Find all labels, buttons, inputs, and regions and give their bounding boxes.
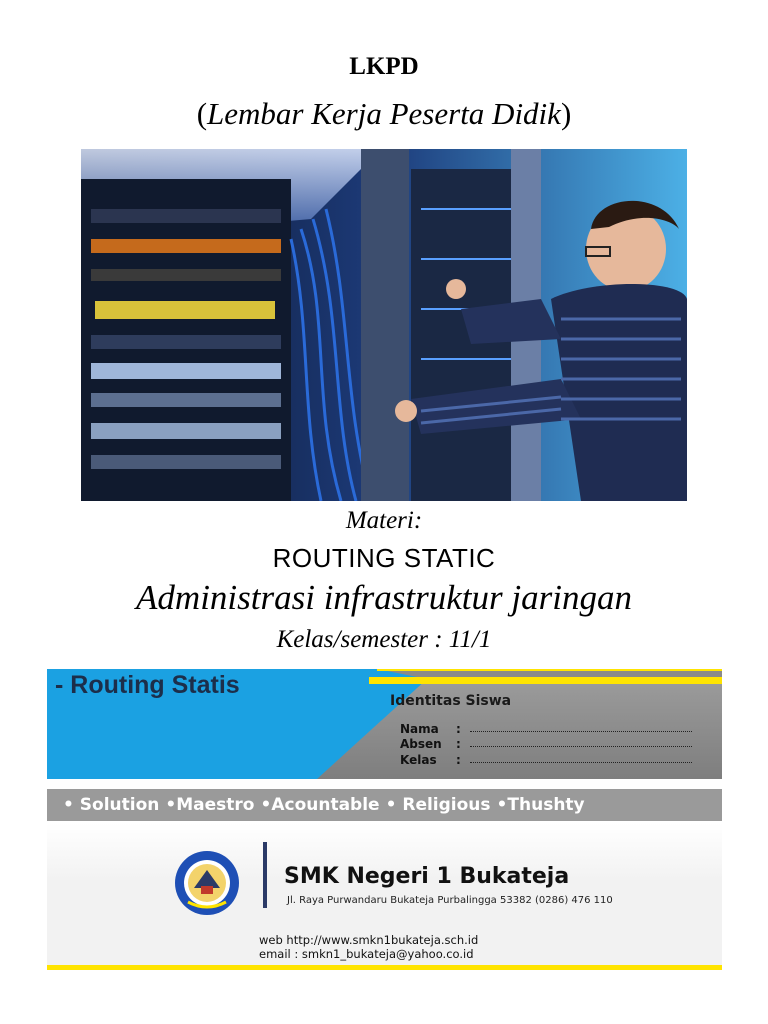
value-item: •Acountable — [260, 795, 380, 815]
fill-line — [470, 731, 692, 732]
school-name: SMK Negeri 1 Bukateja — [284, 864, 570, 889]
field-colon: : — [456, 737, 461, 751]
banner-title: - Routing Statis — [55, 671, 240, 699]
grade-semester: Kelas/semester : 11/1 — [276, 626, 492, 653]
identity-field-nama — [400, 722, 700, 736]
fill-line — [470, 746, 692, 747]
materi-label: Materi: — [345, 507, 423, 534]
yellow-stripe — [369, 677, 722, 684]
document-subtitle — [0, 96, 768, 132]
document-title: LKPD — [349, 53, 419, 80]
school-banner — [47, 669, 722, 971]
paren-close: ) — [560, 96, 572, 131]
field-colon: : — [456, 753, 461, 767]
field-label: Kelas — [400, 753, 437, 767]
identity-field-absen — [400, 737, 700, 751]
materi-topic: ROUTING STATIC — [272, 543, 496, 573]
school-address: Jl. Raya Purwandaru Bukateja Purbalingga 53382 (0286) 476 110 — [287, 895, 613, 906]
field-label: Nama — [400, 722, 439, 736]
school-info-panel — [47, 823, 722, 965]
identity-title: Identitas Siswa — [390, 693, 512, 709]
paren-open: ( — [196, 96, 208, 131]
subtitle-text: Lembar Kerja Peserta Didik — [207, 96, 561, 131]
field-label: Absen — [400, 737, 442, 751]
banner-top — [47, 669, 722, 779]
school-logo-icon — [174, 850, 240, 916]
school-values-bar — [47, 789, 722, 821]
identity-field-kelas — [400, 753, 700, 767]
server-room-photo — [81, 149, 687, 501]
yellow-stripe — [377, 669, 722, 671]
fill-line — [470, 762, 692, 763]
value-item: •Maestro — [165, 795, 255, 815]
divider-line — [263, 842, 267, 908]
value-item: • Religious — [385, 795, 491, 815]
field-colon: : — [456, 722, 461, 736]
school-web: web http://www.smkn1bukateja.sch.id — [259, 933, 479, 947]
subject-title: Administrasi infrastruktur jaringan — [136, 578, 632, 617]
value-item: •Thushty — [496, 795, 585, 815]
yellow-stripe-bottom — [47, 965, 722, 970]
school-email: email : smkn1_bukateja@yahoo.co.id — [259, 947, 474, 961]
value-item: • Solution — [63, 795, 160, 815]
